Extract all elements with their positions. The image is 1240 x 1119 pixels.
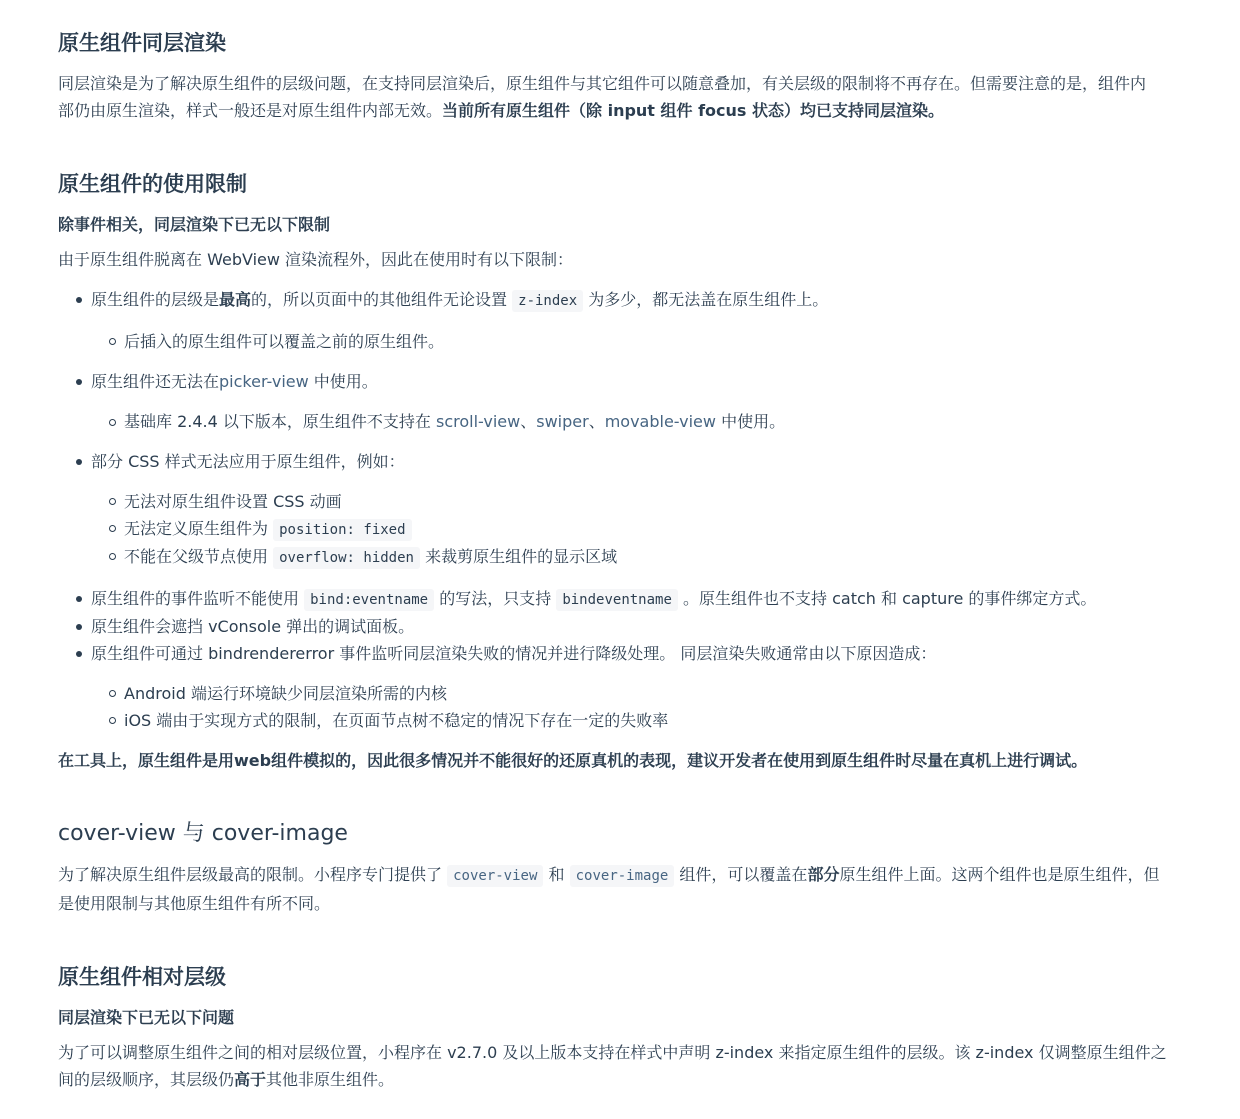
circle-bullet-icon: [109, 717, 116, 724]
inline-code: overflow: hidden: [273, 547, 420, 569]
circle-bullet-icon: [109, 690, 116, 697]
movable-view-link[interactable]: movable-view: [604, 412, 716, 431]
sub-item-android: Android 端运行环境缺少同层渲染所需的内核: [124, 684, 447, 703]
list-item-text: 原生组件的层级是: [91, 290, 220, 309]
inline-code-cover-image: cover-image: [570, 865, 675, 887]
bullet-icon: [76, 596, 82, 602]
paragraph-text: 和: [548, 865, 565, 884]
bullet-icon: [76, 459, 82, 465]
paragraph-bold: 高于: [234, 1070, 267, 1089]
paragraph-bold: 部分: [807, 865, 840, 884]
picker-view-link[interactable]: picker-view: [219, 372, 309, 391]
section-2-tool-note: 在工具上，原生组件是用web组件模拟的，因此很多情况并不能很好的还原真机的表现，建议开发者在使用到原生组件时尽量在真机上进行调试。: [58, 751, 1088, 770]
bullet-icon: [76, 297, 82, 303]
sub-item-base-library: [124, 408, 785, 435]
section-2-intro: 由于原生组件脱离在 WebView 渲染流程外，因此在使用时有以下限制：: [58, 250, 574, 269]
inline-code: position: fixed: [273, 519, 411, 541]
section-1-text-line2: 部仍由原生渲染，样式一般还是对原生组件内部无效。: [58, 101, 443, 120]
paragraph-text: 是使用限制与其他原生组件有所不同。: [58, 894, 331, 913]
section-4-subtitle: 同层渲染下已无以下问题: [58, 1008, 235, 1027]
list-item-text: 为多少，都无法盖在原生组件上。: [588, 290, 829, 309]
inline-code: z-index: [512, 290, 583, 312]
list-item-text: 原生组件还无法在: [91, 372, 220, 391]
separator: 、: [520, 412, 537, 431]
paragraph-text: 组件，可以覆盖在: [679, 865, 808, 884]
circle-bullet-icon: [109, 553, 116, 560]
limit-item-css: 部分 CSS 样式无法应用于原生组件，例如：: [91, 452, 405, 471]
sub-item-css-animation: 无法对原生组件设置 CSS 动画: [124, 492, 342, 511]
section-title-usage-limits: 原生组件的使用限制: [58, 172, 247, 196]
list-item-text: 无法定义原生组件为: [124, 519, 269, 538]
section-3-paragraph: [58, 861, 1198, 917]
limit-item-render-error: 原生组件可通过 bindrendererror 事件监听同层渲染失败的情况并进行降级处理。 同层渲染失败通常由以下原因造成：: [91, 644, 937, 663]
swiper-link[interactable]: swiper: [536, 412, 589, 431]
list-item-text: 基础库 2.4.4 以下版本，原生组件不支持在: [124, 412, 431, 431]
limit-item-vconsole: 原生组件会遮挡 vConsole 弹出的调试面板。: [91, 617, 415, 636]
bullet-icon: [76, 624, 82, 630]
inline-code: bindeventname: [556, 589, 678, 611]
sub-item-overflow-hidden: [124, 543, 617, 572]
paragraph-text: 原生组件上面。这两个组件也是原生组件，但: [839, 865, 1160, 884]
bullet-icon: [76, 379, 82, 385]
sub-item-position-fixed: [124, 515, 412, 544]
section-4-paragraph: [58, 1039, 1198, 1093]
list-item-text: 的，所以页面中的其他组件无论设置: [251, 290, 508, 309]
list-item-text: 原生组件的事件监听不能使用: [91, 589, 300, 608]
list-item-text: 的写法，只支持: [439, 589, 552, 608]
list-item-text: 。原生组件也不支持 catch 和 capture 的事件绑定方式。: [683, 589, 1097, 608]
list-item-text: 中使用。: [721, 412, 786, 431]
list-item-text: 来裁剪原生组件的显示区域: [425, 547, 618, 566]
paragraph-text: 其他非原生组件。: [266, 1070, 395, 1089]
inline-code-cover-view: cover-view: [447, 865, 543, 887]
section-title-cover-view: cover-view 与 cover-image: [58, 821, 348, 846]
limit-item-event-binding: [91, 585, 1096, 614]
sub-item-ios: iOS 端由于实现方式的限制，在页面节点树不稳定的情况下存在一定的失败率: [124, 711, 669, 730]
section-2-subtitle: 除事件相关，同层渲染下已无以下限制: [58, 215, 331, 234]
circle-bullet-icon: [109, 338, 116, 345]
section-1-text-line1: 同层渲染是为了解决原生组件的层级问题，在支持同层渲染后，原生组件与其它组件可以随意叠加，有关层级的限制将不再存在。但需要注意的是，组件内: [58, 74, 1147, 93]
sub-item-later-inserted: 后插入的原生组件可以覆盖之前的原生组件。: [124, 332, 445, 351]
list-item-text: 不能在父级节点使用: [124, 547, 269, 566]
scroll-view-link[interactable]: scroll-view: [435, 412, 521, 431]
list-item-text: 中使用。: [313, 372, 378, 391]
section-1-paragraph: [58, 70, 1198, 124]
limit-item-picker-view: [91, 368, 378, 395]
paragraph-text: 为了可以调整原生组件之间的相对层级位置，小程序在 v2.7.0 及以上版本支持在样式中声明 z-index 来指定原生组件的层级。该 z-index 仅调整原生组件之: [58, 1043, 1167, 1062]
limit-item-highest-layer: [91, 286, 828, 315]
section-1-bold-statement: 当前所有原生组件（除 input 组件 focus 状态）均已支持同层渲染。: [442, 101, 945, 120]
inline-code: bind:eventname: [304, 589, 434, 611]
circle-bullet-icon: [109, 498, 116, 505]
separator: 、: [588, 412, 605, 431]
list-item-bold: 最高: [219, 290, 252, 309]
section-title-same-layer-rendering: 原生组件同层渲染: [58, 31, 226, 55]
bullet-icon: [76, 651, 82, 657]
circle-bullet-icon: [109, 419, 116, 426]
paragraph-text: 间的层级顺序，其层级仍: [58, 1070, 235, 1089]
section-title-relative-layer: 原生组件相对层级: [58, 965, 226, 989]
circle-bullet-icon: [109, 525, 116, 532]
paragraph-text: 为了解决原生组件层级最高的限制。小程序专门提供了: [58, 865, 443, 884]
